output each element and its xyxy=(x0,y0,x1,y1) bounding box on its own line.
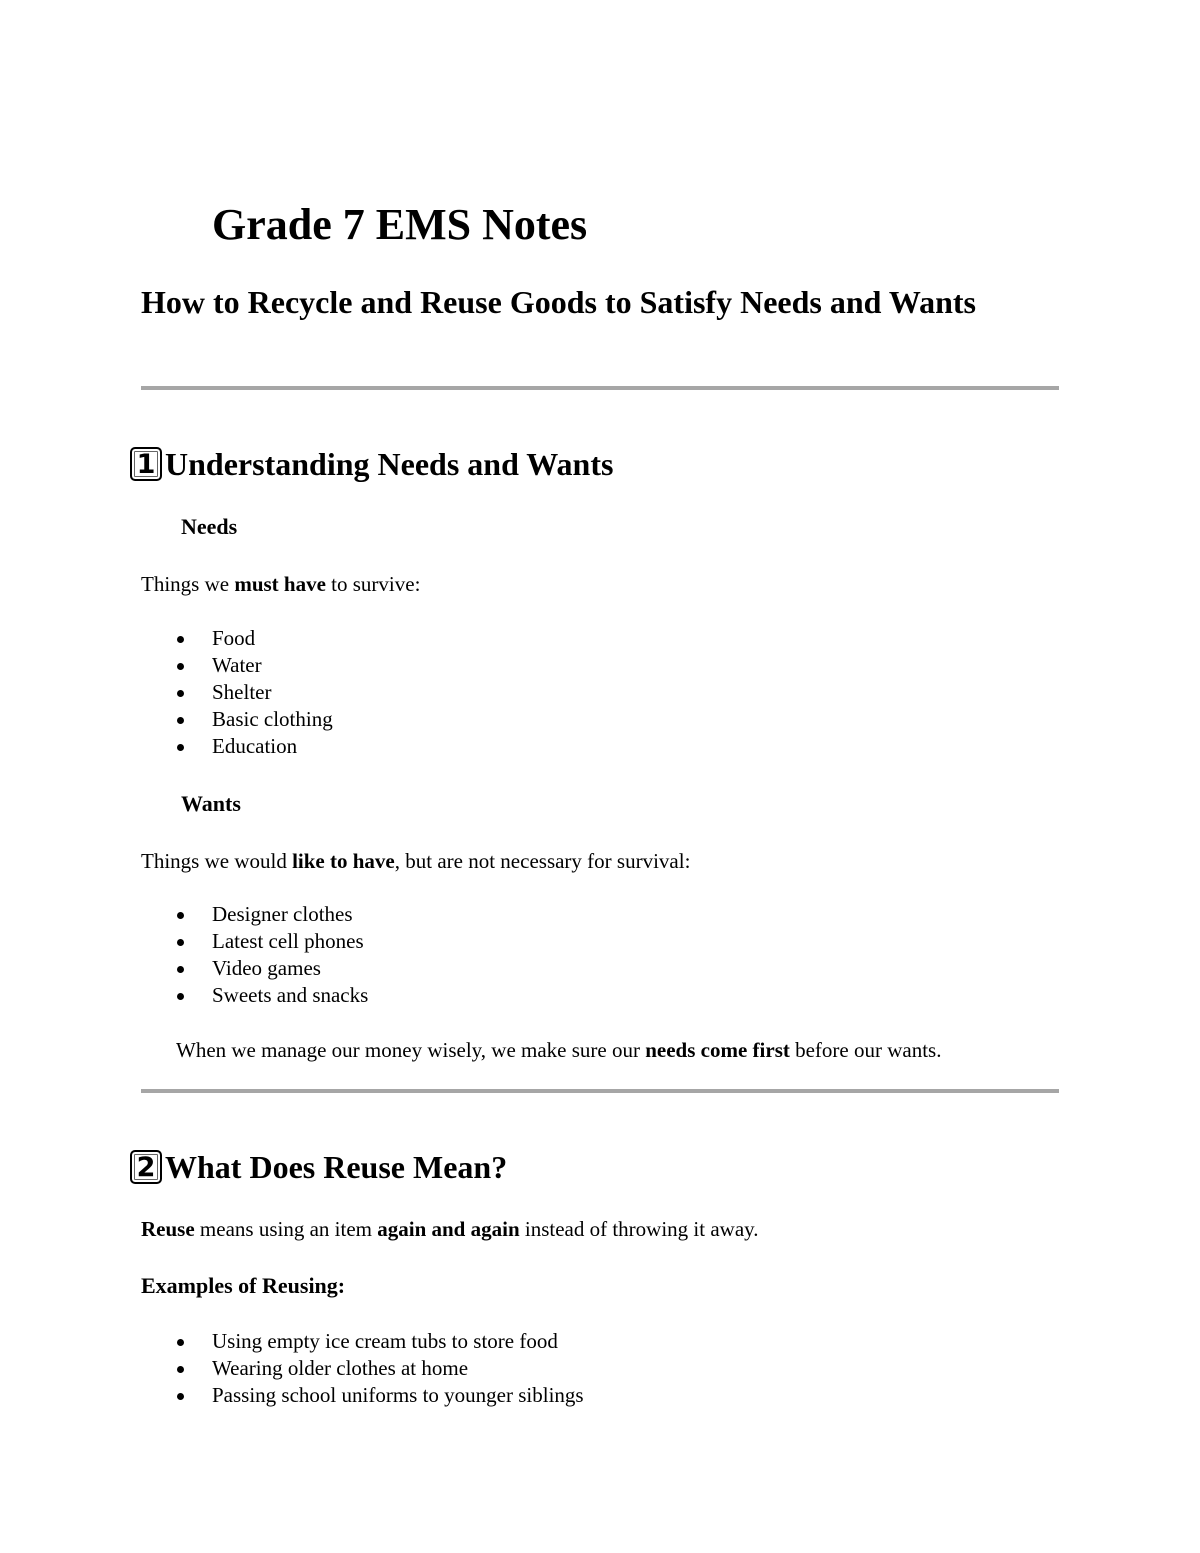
page-subtitle: How to Recycle and Reuse Goods to Satisfy Needs and Wants xyxy=(141,284,976,320)
list-item: Shelter xyxy=(141,679,333,706)
section-2-number-badge: 2 xyxy=(130,1150,162,1184)
wants-intro: Things we would like to have, but are not necessary for survival: xyxy=(141,849,691,873)
divider-1 xyxy=(141,386,1059,390)
list-item: Video games xyxy=(141,955,368,982)
list-item: Wearing older clothes at home xyxy=(141,1355,584,1382)
list-item: Latest cell phones xyxy=(141,928,368,955)
list-item: Basic clothing xyxy=(141,706,333,733)
section-1-title: Understanding Needs and Wants xyxy=(165,446,614,482)
wants-heading: Wants xyxy=(181,791,241,816)
needs-heading: Needs xyxy=(181,514,238,539)
list-item: Water xyxy=(141,652,333,679)
list-item: Sweets and snacks xyxy=(141,982,368,1009)
divider-2 xyxy=(141,1089,1059,1093)
list-item: Food xyxy=(141,625,333,652)
section-1-heading xyxy=(130,444,613,484)
list-item: Using empty ice cream tubs to store food xyxy=(141,1328,584,1355)
needs-intro: Things we must have to survive: xyxy=(141,572,421,596)
list-item: Education xyxy=(141,733,333,760)
page-title: Grade 7 EMS Notes xyxy=(212,200,588,249)
reuse-definition: Reuse means using an item again and again instead of throwing it away. xyxy=(141,1217,759,1241)
section-2-heading xyxy=(130,1147,507,1187)
examples-heading: Examples of Reusing: xyxy=(141,1273,346,1298)
wants-list xyxy=(141,901,368,1009)
list-item: Passing school uniforms to younger siblings xyxy=(141,1382,584,1409)
needs-first-note: When we manage our money wisely, we make sure our needs come first before our wants. xyxy=(176,1038,942,1062)
needs-list xyxy=(141,625,333,760)
section-1-number-badge: 1 xyxy=(130,447,162,481)
list-item: Designer clothes xyxy=(141,901,368,928)
section-2-title: What Does Reuse Mean? xyxy=(165,1149,508,1185)
reuse-examples-list xyxy=(141,1328,584,1409)
